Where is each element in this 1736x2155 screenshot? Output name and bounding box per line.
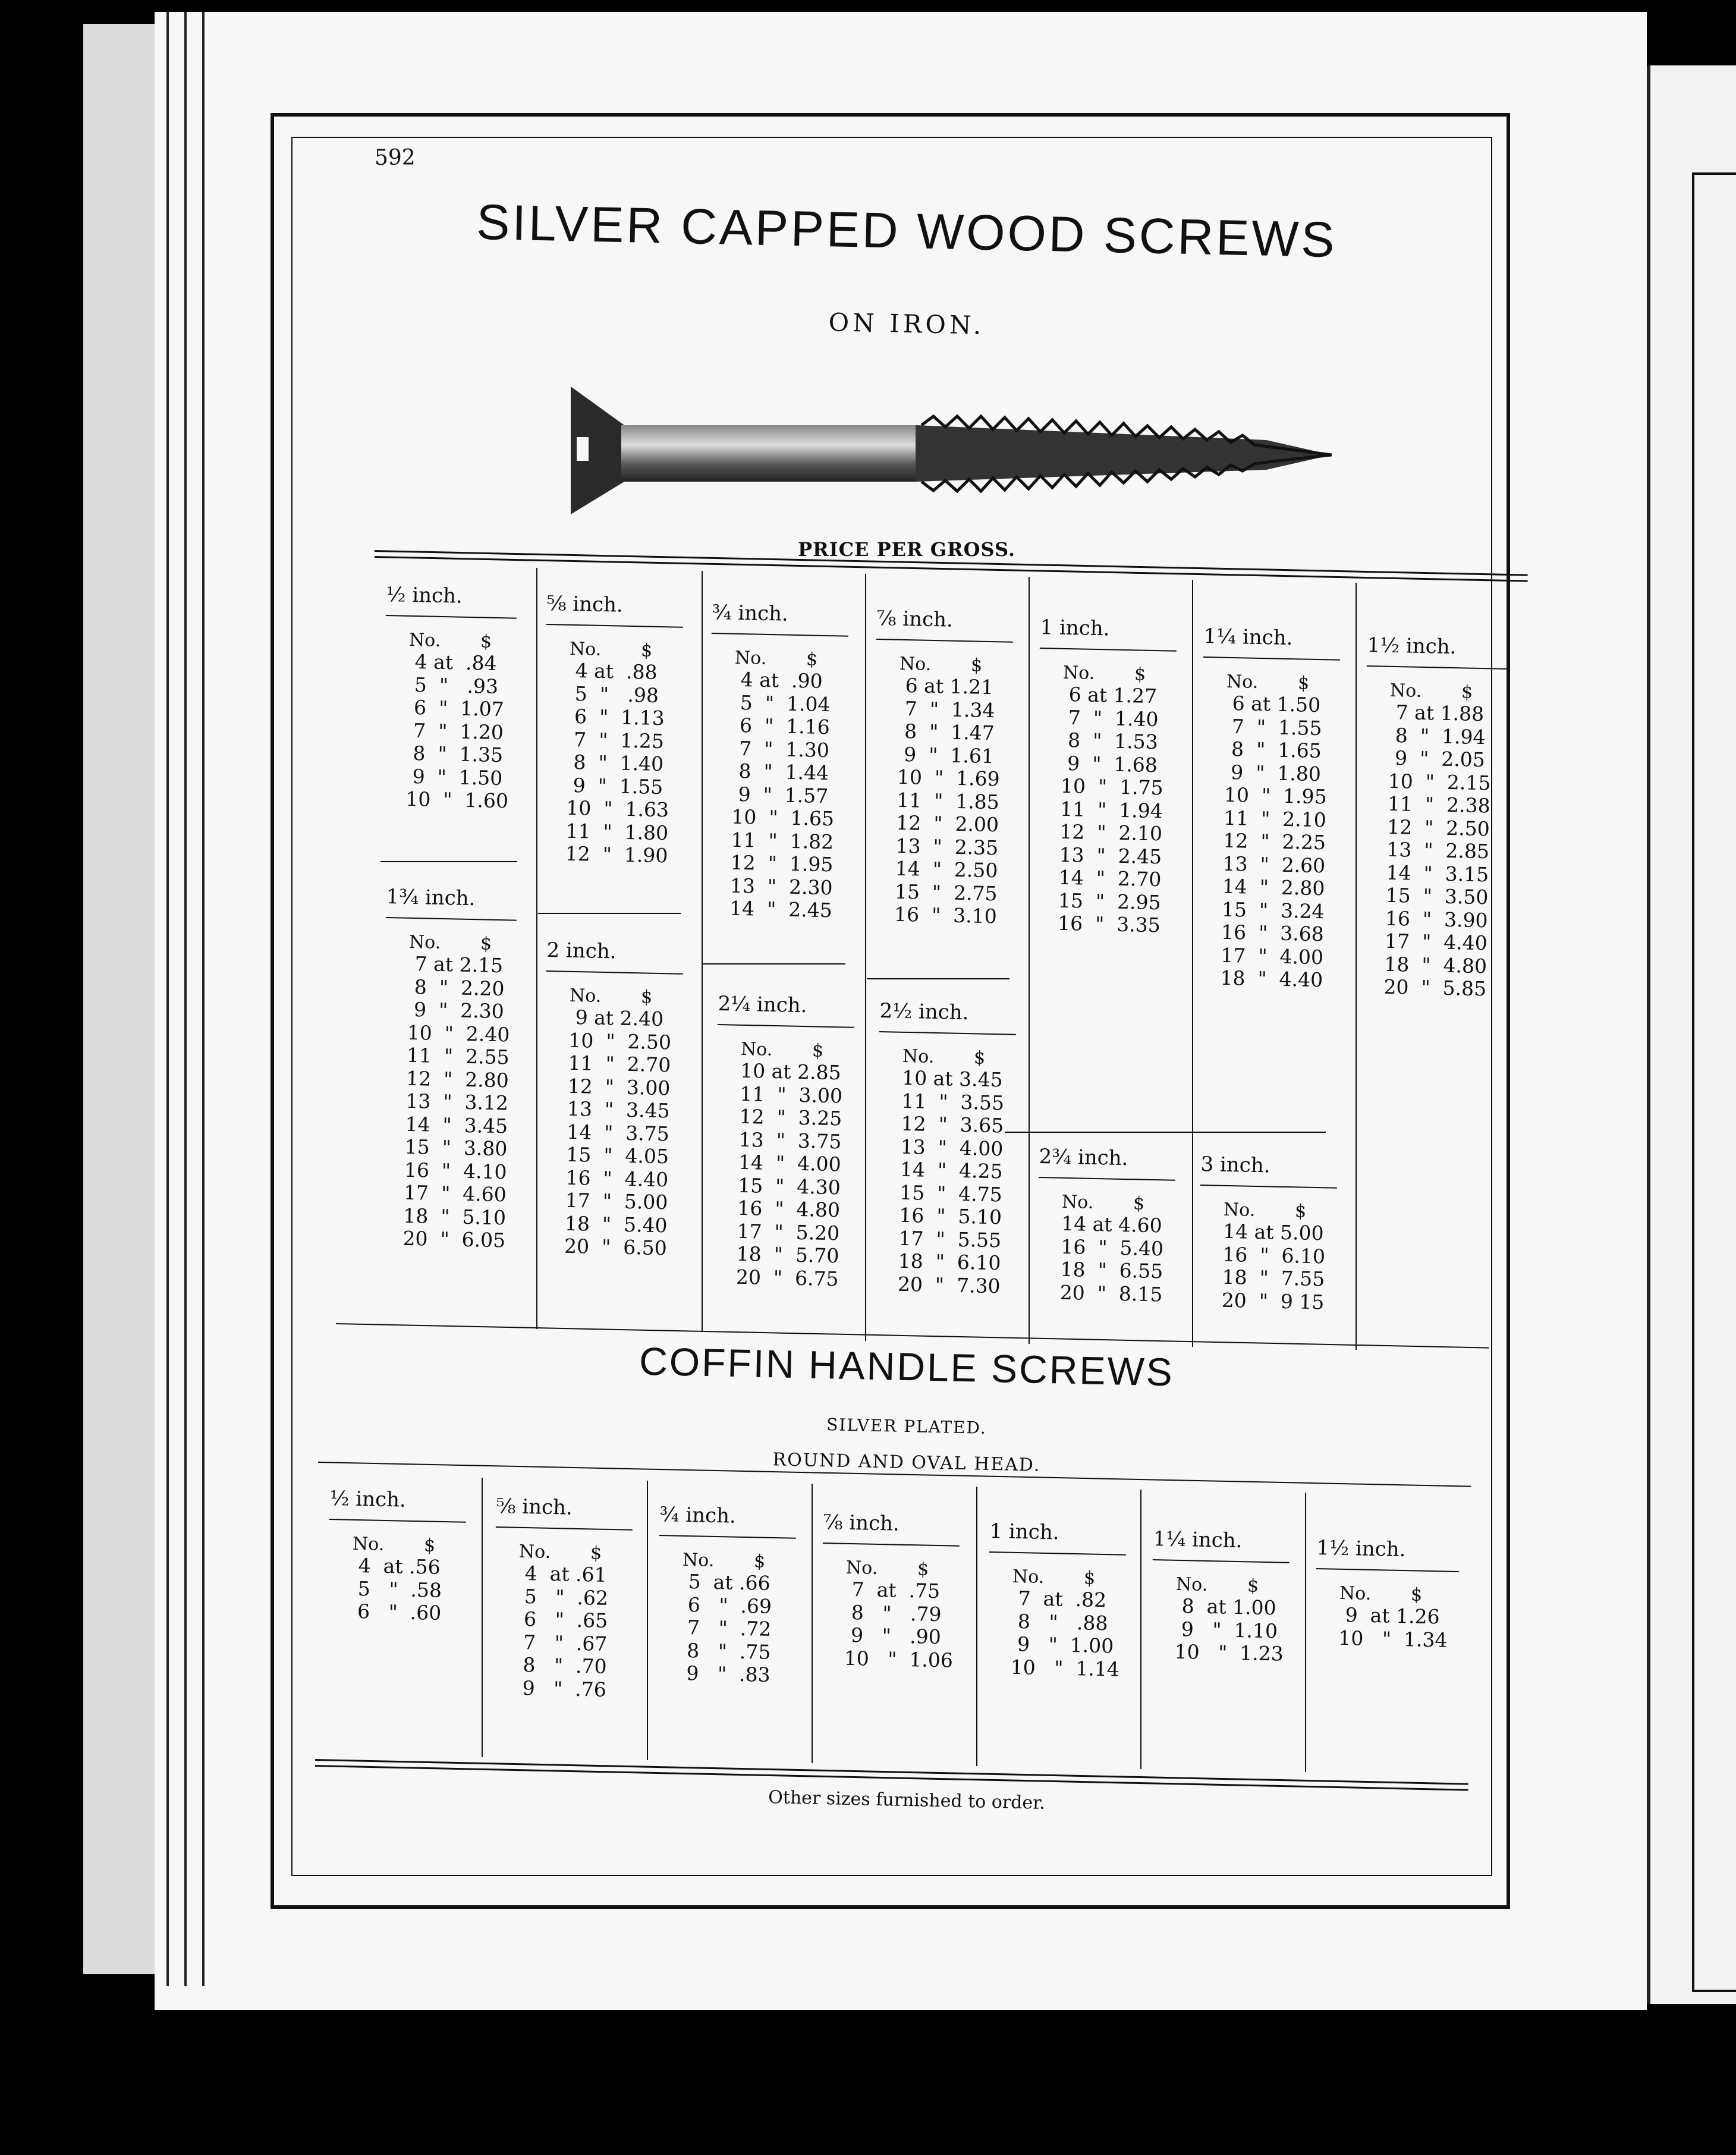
price-row: 8 " 1.65	[1225, 737, 1322, 763]
price-row: 5 at .66	[681, 1569, 770, 1595]
price-row: 14 " 3.15	[1386, 860, 1489, 886]
price-row: 10 " 1.75	[1060, 774, 1163, 800]
price-row: 11 " 2.70	[568, 1051, 671, 1077]
column-header: No. $	[1226, 671, 1310, 694]
price-row: 17 " 5.55	[898, 1226, 1002, 1252]
column-rule	[647, 1481, 648, 1760]
column-header: No. $	[1389, 680, 1473, 703]
price-row: 8 " 1.44	[732, 759, 829, 785]
price-rows	[516, 1562, 632, 1702]
price-row: 9 " 1.00	[1011, 1632, 1114, 1658]
price-row: 8 " 1.53	[1061, 728, 1159, 754]
wood-screw-size-block	[1034, 615, 1177, 937]
price-row: 18 " 4.80	[1383, 952, 1487, 978]
price-heading: PRICE PER GROSS.	[797, 538, 1016, 561]
column-header: No. $	[1012, 1566, 1096, 1589]
price-rows	[564, 1006, 683, 1260]
price-rows	[1058, 683, 1176, 937]
price-row: 20 " 8.15	[1059, 1280, 1163, 1306]
price-row: 15 " 4.30	[737, 1173, 841, 1199]
wood-screw-size-block	[382, 583, 517, 813]
price-row: 8 " 1.35	[406, 741, 504, 767]
price-row: 13 " 2.60	[1222, 852, 1326, 877]
price-row: 18 " 5.40	[564, 1211, 668, 1237]
price-row: 12 " 2.50	[1386, 815, 1490, 840]
price-row: 18 " 4.40	[1220, 966, 1323, 992]
price-row: 12 " 1.95	[730, 850, 834, 877]
price-row: 20 " 6.75	[735, 1265, 839, 1290]
price-row: 8 " 1.47	[898, 719, 995, 745]
price-row: 7 " .67	[517, 1630, 608, 1655]
size-heading: 1 inch.	[1040, 615, 1110, 641]
price-row: 15 " 3.50	[1385, 883, 1489, 909]
price-row: 18 " 5.70	[736, 1242, 839, 1268]
section-title: COFFIN HANDLE SCREWS	[639, 1339, 1175, 1394]
price-rows	[1338, 1604, 1458, 1652]
price-row: 7 " 1.20	[407, 718, 504, 744]
price-row: 17 " 4.00	[1220, 943, 1324, 969]
price-row: 6 " .65	[517, 1607, 608, 1632]
price-row: 13 " 4.00	[900, 1135, 1004, 1160]
price-row: 13 " 2.35	[895, 834, 999, 859]
price-row: 20 " 6.05	[402, 1226, 506, 1252]
price-row: 9 " 1.50	[405, 764, 503, 790]
price-row: 9 " .76	[515, 1676, 607, 1701]
size-heading: 3 inch.	[1200, 1152, 1270, 1178]
page-title: SILVER CAPPED WOOD SCREWS	[476, 193, 1338, 268]
coffin-screw-size-block	[1150, 1527, 1290, 1666]
price-row: 4 at .90	[734, 667, 823, 693]
price-row: 8 " 1.40	[567, 750, 664, 776]
price-row: 8 at 1.00	[1175, 1594, 1276, 1620]
size-heading: 2½ inch.	[879, 999, 969, 1025]
price-row: 14 " 4.25	[900, 1157, 1003, 1183]
coffin-screw-size-block	[492, 1494, 633, 1702]
column-header: No. $	[408, 931, 492, 954]
section-rule	[1005, 1132, 1326, 1133]
price-row: 15 " 2.95	[1058, 888, 1161, 914]
column-header: No. $	[899, 653, 983, 676]
column-rule	[865, 574, 866, 1341]
price-row: 4 at .84	[408, 649, 497, 675]
price-row: 5 " .62	[518, 1584, 609, 1610]
price-row: 7 at .75	[845, 1577, 941, 1603]
price-row: 17 " 5.00	[565, 1188, 668, 1214]
column-header: No. $	[845, 1557, 929, 1580]
price-rows	[844, 1578, 958, 1672]
wood-screw-size-block	[870, 607, 1014, 928]
coffin-screw-size-block	[986, 1519, 1127, 1681]
coffin-screw-size-block	[820, 1510, 960, 1672]
price-row: 7 " 1.40	[1062, 705, 1159, 731]
price-row: 14 " 2.50	[895, 856, 998, 882]
size-heading: 1½ inch.	[1316, 1536, 1406, 1562]
coffin-screw-size-block	[656, 1503, 797, 1687]
price-row: 8 " .79	[845, 1600, 942, 1626]
price-row: 18 " 6.55	[1060, 1257, 1163, 1283]
price-row: 16 " 4.40	[565, 1166, 669, 1191]
price-row: 7 " 1.55	[1225, 714, 1322, 740]
column-rule	[536, 568, 537, 1329]
column-rule	[1029, 577, 1030, 1344]
price-row: 8 " .88	[1011, 1609, 1108, 1635]
price-row: 12 " 2.00	[895, 811, 999, 837]
size-heading: 2 inch.	[546, 938, 617, 964]
price-rows	[565, 659, 682, 868]
price-row: 15 " 2.75	[894, 879, 998, 905]
column-header: No. $	[569, 638, 653, 661]
price-row: 15 " 3.24	[1221, 897, 1325, 923]
price-row: 7 " 1.30	[732, 736, 830, 762]
wood-screw-size-block	[1036, 1145, 1176, 1306]
page-subtitle: ON IRON.	[828, 307, 985, 340]
book-edge	[83, 24, 161, 1974]
price-row: 11 " 2.10	[1223, 806, 1327, 831]
size-heading: 1¼ inch.	[1153, 1527, 1243, 1553]
price-row: 14 at 5.00	[1222, 1219, 1324, 1245]
price-row: 6 " 1.13	[568, 704, 665, 730]
size-heading: 1 inch.	[989, 1519, 1059, 1545]
price-rows	[729, 668, 848, 922]
price-row: 7 " 1.34	[898, 696, 995, 722]
price-row: 14 " 2.45	[729, 896, 833, 922]
price-row: 8 " 2.20	[408, 975, 505, 1000]
price-row: 18 " 5.10	[402, 1204, 507, 1229]
column-rule	[1192, 580, 1193, 1347]
size-heading: ⅝ inch.	[496, 1494, 573, 1520]
price-row: 17 " 5.20	[737, 1219, 840, 1245]
size-heading: ¾ inch.	[659, 1503, 737, 1528]
price-row: 12 " 2.80	[405, 1066, 510, 1092]
column-header: No. $	[682, 1549, 766, 1572]
price-row: 15 " 3.80	[404, 1135, 508, 1161]
price-row: 11 " 1.82	[731, 828, 834, 853]
price-row: 17 " 4.40	[1384, 929, 1488, 955]
price-row: 12 " 3.25	[739, 1104, 842, 1130]
column-rule	[1356, 583, 1357, 1350]
price-row: 5 " .93	[408, 673, 499, 698]
price-row: 18 " 6.10	[898, 1249, 1001, 1275]
price-row: 9 " 1.61	[897, 742, 995, 768]
column-header: No. $	[1223, 1199, 1307, 1222]
column-header: No. $	[352, 1533, 436, 1556]
price-row: 14 " 2.70	[1058, 865, 1162, 891]
price-row: 16 " 3.90	[1385, 906, 1488, 932]
column-header: No. $	[518, 1541, 602, 1564]
price-row: 12 " 3.65	[901, 1111, 1004, 1138]
price-row: 8 " 1.94	[1389, 723, 1486, 749]
price-row: 14 " 3.75	[566, 1120, 670, 1145]
price-row: 12 " 1.90	[565, 841, 668, 868]
price-row: 10 " 1.23	[1174, 1639, 1284, 1666]
price-row: 14 " 2.80	[1222, 874, 1325, 900]
price-row: 7 at 1.88	[1389, 700, 1485, 726]
section-rule	[867, 978, 1009, 979]
price-row: 7 " 1.25	[567, 727, 665, 753]
price-row: 7 at .82	[1011, 1586, 1107, 1612]
price-row: 11 " 2.55	[406, 1043, 510, 1069]
price-row: 6 " .69	[681, 1592, 772, 1618]
price-row: 20 " 6.50	[564, 1234, 668, 1260]
price-row: 5 " .98	[568, 681, 659, 707]
price-rows	[405, 651, 516, 813]
column-rule	[1140, 1490, 1141, 1769]
price-row: 14 at 4.60	[1061, 1211, 1162, 1237]
wood-screw-size-block	[1197, 1152, 1338, 1314]
section-subtitle: SILVER PLATED.	[826, 1415, 987, 1438]
section-rule	[380, 861, 517, 862]
price-row: 8 " .75	[680, 1638, 771, 1664]
price-row: 12 " 2.10	[1059, 819, 1163, 846]
size-heading: 1½ inch.	[1367, 633, 1457, 659]
size-heading: ½ inch.	[386, 583, 463, 608]
price-row: 12 " 3.00	[567, 1074, 671, 1100]
price-row: 12 " 2.25	[1222, 828, 1326, 855]
price-rows	[680, 1570, 795, 1687]
wood-screw-size-block	[874, 999, 1017, 1298]
price-row: 13 " 2.45	[1059, 843, 1162, 868]
coffin-screw-size-block	[327, 1487, 467, 1625]
price-rows	[736, 1060, 854, 1291]
price-rows	[1010, 1587, 1125, 1681]
price-row: 6 " 1.07	[407, 695, 505, 721]
section-rule	[538, 913, 681, 914]
column-rule	[976, 1487, 977, 1766]
footer-note: Other sizes furnished to order.	[768, 1787, 1046, 1814]
section-rule	[703, 963, 845, 965]
column-header: No. $	[569, 985, 653, 1008]
price-row: 10 " 1.60	[405, 787, 509, 813]
price-row: 10 " 2.15	[1388, 769, 1491, 794]
price-row: 10 " 2.40	[407, 1020, 510, 1046]
price-row: 8 " .70	[516, 1653, 607, 1678]
price-row: 10 " 1.95	[1224, 783, 1327, 809]
size-heading: ⅞ inch.	[823, 1510, 900, 1536]
price-row: 10 " 1.63	[565, 796, 669, 822]
price-row: 10 at 2.85	[740, 1058, 841, 1085]
price-row: 10 " 1.34	[1338, 1626, 1448, 1652]
price-row: 6 at 1.27	[1062, 682, 1158, 708]
column-header: No. $	[740, 1038, 824, 1061]
column-header: No. $	[1062, 662, 1146, 685]
price-row: 9 " .90	[844, 1623, 942, 1649]
price-row: 10 " 1.65	[731, 805, 835, 831]
price-row: 6 at 1.50	[1225, 691, 1321, 717]
price-row: 13 " 2.85	[1386, 837, 1490, 863]
price-rows	[402, 953, 515, 1252]
price-row: 5 " 1.04	[734, 690, 831, 716]
price-row: 20 " 9 15	[1221, 1288, 1325, 1314]
price-row: 9 " 1.57	[731, 782, 829, 808]
price-row: 11 " 3.55	[901, 1089, 1005, 1114]
price-row: 9 at 1.26	[1338, 1603, 1440, 1629]
price-rows	[351, 1554, 465, 1625]
price-row: 13 " 3.45	[567, 1097, 670, 1123]
column-rule	[812, 1484, 813, 1763]
section-subtitle: ROUND AND OVAL HEAD.	[772, 1449, 1041, 1476]
size-heading: ⅝ inch.	[546, 592, 624, 617]
price-row: 10 " 2.50	[568, 1028, 672, 1054]
price-rows	[898, 1067, 1015, 1298]
coffin-screw-size-block	[1314, 1536, 1460, 1652]
wood-screw-illustration	[571, 369, 1332, 523]
size-heading: ⅞ inch.	[876, 607, 954, 632]
price-row: 7 at 2.15	[408, 951, 504, 978]
price-row: 15 " 4.75	[899, 1180, 1003, 1206]
size-heading: 1¼ inch.	[1203, 624, 1293, 651]
price-row: 11 " 3.00	[740, 1082, 843, 1107]
price-row: 13 " 2.30	[729, 874, 833, 899]
size-heading: 2¼ inch.	[718, 992, 807, 1018]
price-row: 16 " 6.10	[1222, 1242, 1326, 1268]
price-row: 10 at 3.45	[901, 1066, 1003, 1092]
price-row: 9 " 1.80	[1224, 760, 1322, 786]
size-heading: ¾ inch.	[712, 601, 789, 626]
column-header: No. $	[1175, 1573, 1259, 1597]
column-header: No. $	[1061, 1191, 1145, 1214]
price-row: 9 " 2.05	[1388, 746, 1486, 772]
price-row: 9 " 1.55	[566, 773, 663, 799]
price-row: 9 " 1.10	[1175, 1617, 1278, 1642]
price-row: 10 " 1.06	[844, 1646, 954, 1672]
price-row: 14 " 3.45	[405, 1112, 508, 1138]
price-row: 16 " 5.10	[898, 1203, 1002, 1229]
price-row: 4 at .61	[518, 1561, 607, 1587]
wood-screw-size-block	[706, 601, 849, 922]
price-row: 13 " 3.12	[405, 1089, 509, 1115]
price-row: 6 " 1.16	[733, 713, 831, 739]
price-rows	[1383, 701, 1508, 1001]
column-rule	[482, 1478, 483, 1757]
price-row: 16 " 3.68	[1221, 920, 1325, 946]
price-row: 13 " 3.75	[738, 1127, 842, 1153]
price-row: 4 at .88	[568, 658, 658, 684]
price-rows	[894, 674, 1012, 928]
price-row: 15 " 4.05	[565, 1142, 669, 1168]
price-row: 11 " 1.94	[1059, 797, 1163, 822]
price-row: 9 " 1.68	[1061, 751, 1158, 777]
wood-screw-size-block	[379, 885, 517, 1252]
price-row: 16 " 4.80	[737, 1196, 841, 1222]
column-header: No. $	[902, 1045, 986, 1069]
price-rows	[1059, 1212, 1174, 1306]
size-heading: ½ inch.	[329, 1487, 407, 1512]
price-row: 16 " 3.35	[1057, 911, 1161, 937]
column-rule	[702, 571, 703, 1332]
price-row: 9 at 2.40	[568, 1005, 664, 1031]
wood-screw-size-block	[541, 592, 684, 868]
price-row: 7 " .72	[681, 1615, 772, 1641]
price-row: 20 " 7.30	[897, 1272, 1001, 1298]
facing-page	[1647, 65, 1736, 2004]
price-row: 9 " .83	[680, 1661, 770, 1686]
price-row: 6 " .60	[351, 1599, 442, 1625]
price-row: 11 " 1.80	[565, 819, 669, 844]
price-row: 20 " 5.85	[1383, 975, 1487, 1001]
size-heading: 1¾ inch.	[386, 885, 476, 911]
page-number: 592	[375, 146, 416, 170]
price-row: 6 at 1.21	[898, 673, 994, 699]
price-row: 10 " 1.14	[1010, 1655, 1120, 1681]
price-row: 11 " 2.38	[1387, 791, 1490, 818]
price-row: 4 at .56	[351, 1553, 441, 1579]
price-row: 16 " 4.10	[404, 1158, 507, 1183]
price-row: 10 " 1.69	[897, 765, 1000, 791]
price-row: 16 " 3.10	[894, 902, 998, 928]
price-row: 17 " 4.60	[403, 1180, 507, 1207]
price-row: 14 " 4.00	[738, 1150, 841, 1176]
column-header: No. $	[734, 647, 818, 670]
column-rule	[1305, 1493, 1306, 1772]
price-row: 18 " 7.55	[1222, 1265, 1325, 1291]
price-row: 9 " 2.30	[407, 997, 505, 1023]
column-header: No. $	[1339, 1582, 1423, 1606]
wood-screw-size-block	[1196, 624, 1341, 992]
wood-screw-size-block	[712, 992, 855, 1291]
price-rows	[1174, 1595, 1288, 1666]
price-row: 16 " 5.40	[1061, 1234, 1164, 1260]
price-row: 5 " .58	[351, 1576, 442, 1602]
price-rows	[1221, 1220, 1336, 1314]
column-header: No. $	[408, 629, 492, 652]
wood-screw-size-block	[1360, 633, 1510, 1001]
price-row: 11 " 1.85	[896, 788, 1000, 813]
size-heading: 2¾ inch.	[1039, 1145, 1128, 1171]
price-rows	[1220, 692, 1339, 992]
wood-screw-size-block	[540, 938, 684, 1260]
